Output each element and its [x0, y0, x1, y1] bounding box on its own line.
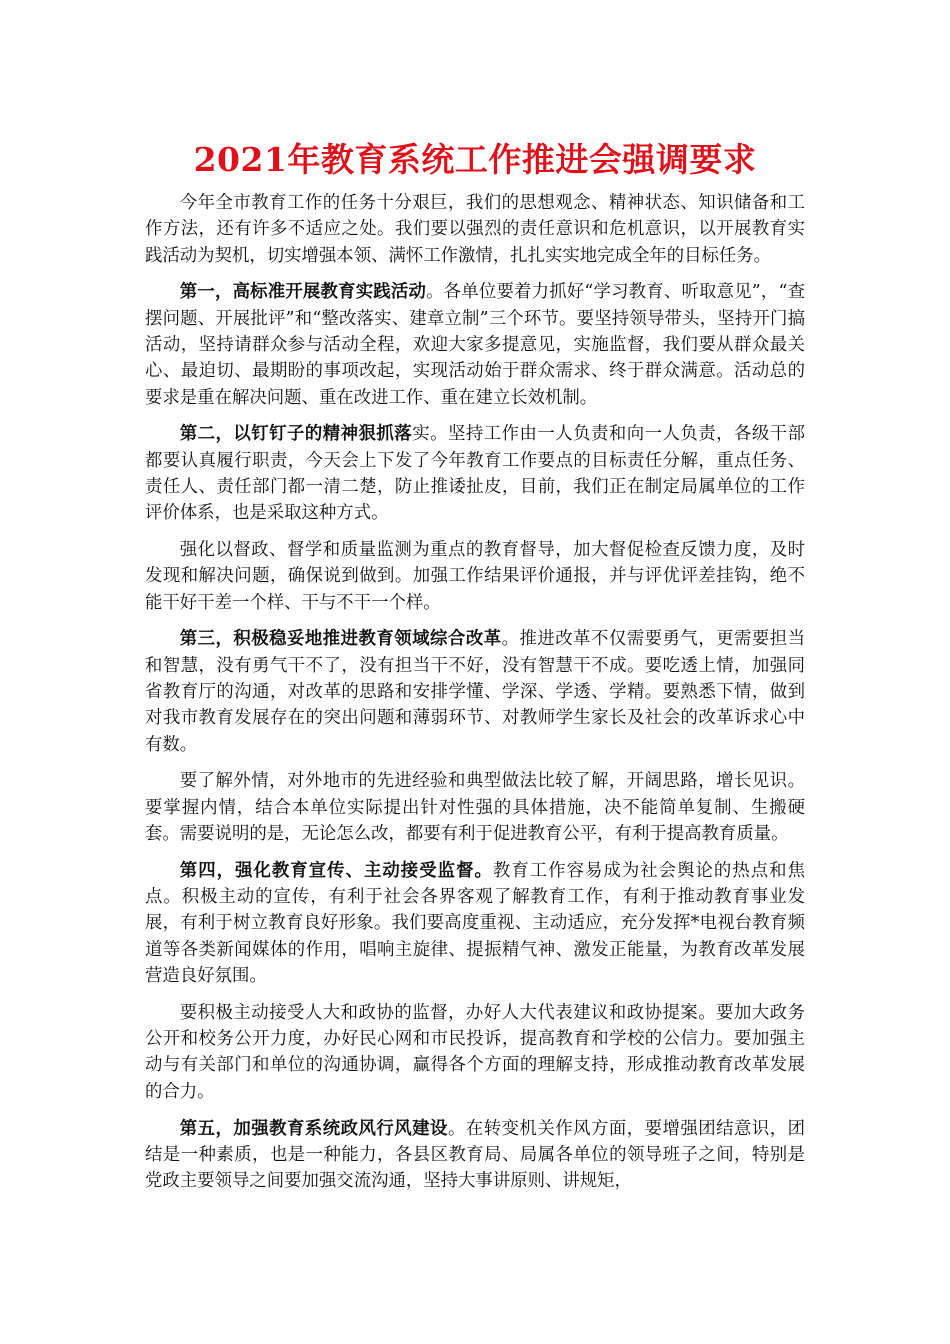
paragraph-8-text: 要积极主动接受人大和政协的监督，办好人大代表建议和政协提案。要加大政务公开和校务公开力度，办好民心网和市民投诉，提高教育和学校的公信力。要加强主动与有关部门和单位的沟通协调，赢得各个方面的理解支持，形成推动教育改革发展的合力。 [145, 1002, 805, 1102]
paragraph-6 [145, 768, 805, 847]
paragraph-6-text: 要了解外情，对外地市的先进经验和典型做法比较了解，开阔思路，增长见识。要掌握内情，结合本单位实际提出针对性强的具体措施，决不能简单复制、生搬硬套。需要说明的是，无论怎么改，都要有利于促进教育公平，有利于提高教育质量。 [145, 771, 805, 845]
paragraph-3-lead: 第二，以钉钉子的精神狠抓落 [179, 424, 413, 445]
paragraph-4 [145, 537, 805, 616]
paragraph-3-text: 实。坚持工作由一人负责和向一人负责，各级干部都要认真履行职责，今天会上下发了今年教育工作要点的目标责任分解，重点任务、责任人、责任部门都一清二楚，防止推诿扯皮，目前，我们正在制定局属单位的工作评价体系，也是采取这种方式。 [145, 424, 805, 524]
paragraph-5-text: 。推进改革不仅需要勇气，更需要担当和智慧，没有勇气干不了，没有担当干不好，没有智慧干不成。要吃透上情，加强同省教育厅的沟通，对改革的思路和安排学懂、学深、学透、学精。要熟悉下情，做到对我市教育发展存在的突出问题和薄弱环节、对教师学生家长及社会的改革诉求心中有数。 [145, 629, 805, 755]
paragraph-7-lead: 第四，强化教育宣传、主动接受监督。 [179, 860, 493, 881]
paragraph-9-lead: 第五，加强教育系统政风行风建设 [179, 1118, 448, 1139]
paragraph-2-text: 。各单位要着力抓好“学习教育、听取意见”，“查摆问题、开展批评”和“整改落实、建章立制”三个环节。要坚持领导带头，坚持开门搞活动，坚持请群众参与活动全程，欢迎大家多提意见，实施监督，我们要从群众最关心、最迫切、最期盼的事项改起，实现活动始于群众需求、终于群众满意。活动总的要求是重在解决问题、重在改进工作、重在建立长效机制。 [145, 282, 805, 408]
paragraph-9 [145, 1116, 805, 1195]
paragraph-2 [145, 279, 805, 410]
paragraph-5 [145, 626, 805, 757]
paragraph-5-lead: 第三，积极稳妥地推进教育领域综合改革 [179, 629, 502, 650]
document-title: 2021年教育系统工作推进会强调要求 [193, 140, 757, 179]
paragraph-4-text: 强化以督政、督学和质量监测为重点的教育督导，加大督促检查反馈力度，及时发现和解决问题，确保说到做到。加强工作结果评价通报，并与评优评差挂钩，绝不能干好干差一个样、干与不干一个样。 [145, 540, 805, 613]
paragraph-3 [145, 421, 805, 526]
paragraph-2-lead: 第一，高标准开展教育实践活动 [179, 282, 427, 303]
paragraph-9-text: 。在转变机关作风方面，要增强团结意识，团结是一种素质，也是一种能力，各县区教育局、局属各单位的领导班子之间，特别是党政主要领导之间要加强交流沟通，坚持大事讲原则、讲规矩， [145, 1118, 805, 1192]
paragraph-8 [145, 1000, 805, 1105]
paragraph-1-text: 今年全市教育工作的任务十分艰巨，我们的思想观念、精神状态、知识储备和工作方法，还有许多不适应之处。我们要以强烈的责任意识和危机意识，以开展教育实践活动为契机，切实增强本领、满怀工作激情，扎扎实实地完成全年的目标任务。 [145, 193, 805, 266]
paragraph-7 [145, 858, 805, 989]
document-body [145, 190, 805, 1205]
paragraph-7-text: 教育工作容易成为社会舆论的热点和焦点。积极主动的宣传，有利于社会各界客观了解教育工作，有利于推动教育事业发展，有利于树立教育良好形象。我们要高度重视、主动适应，充分发挥*电视台教育频道等各类新闻媒体的作用，唱响主旋律、提振精气神、激发正能量，为教育改革发展营造良好氛围。 [145, 860, 805, 987]
paragraph-1 [145, 190, 805, 269]
